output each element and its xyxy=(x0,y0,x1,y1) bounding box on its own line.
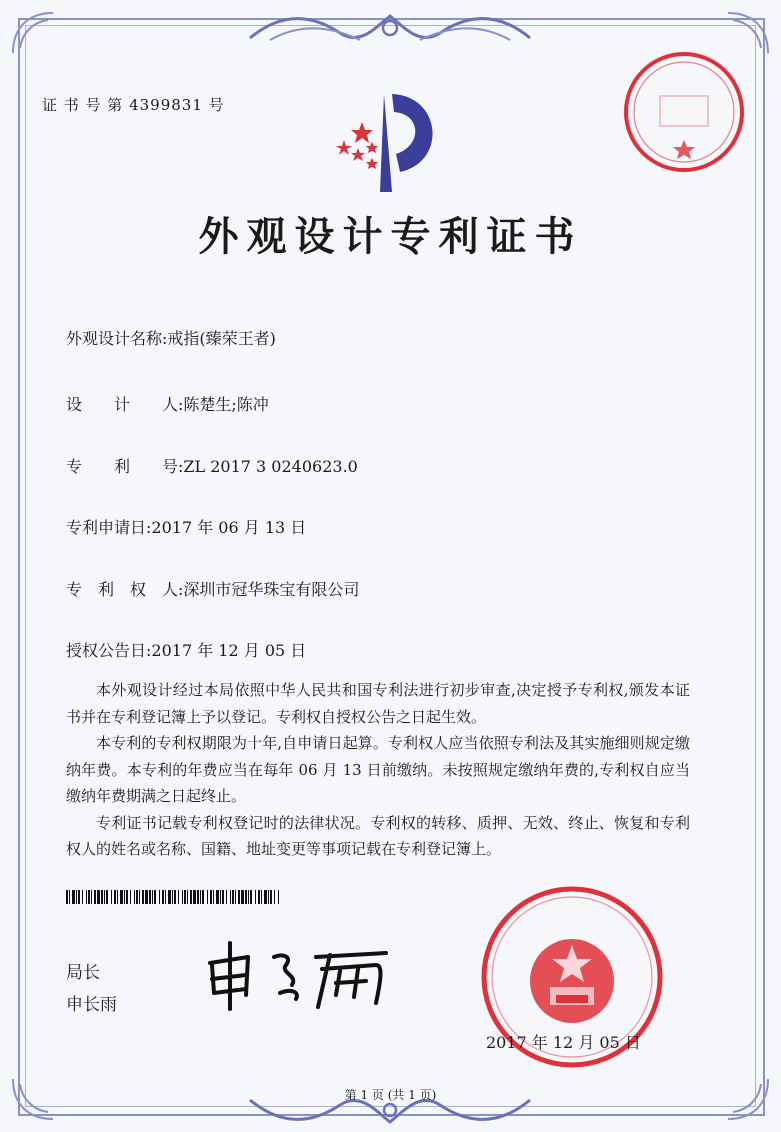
issue-date: 2017 年 12 月 05 日 xyxy=(486,1033,641,1052)
field-value: 2017 年 12 月 05 日 xyxy=(151,641,307,660)
certificate-title: 外观设计专利证书 xyxy=(198,213,583,260)
field-value: 深圳市冠华珠宝有限公司 xyxy=(183,580,360,599)
director-name: 申长雨 xyxy=(66,995,117,1015)
application-date-field xyxy=(66,515,306,538)
field-label: 设 计 人: xyxy=(66,395,184,414)
field-label: 专 利 号: xyxy=(66,457,184,476)
corner-ornament-icon xyxy=(8,8,58,58)
field-value: 2017 年 06 月 13 日 xyxy=(151,518,307,537)
certificate-number: 证 书 号 第 4399831 号 xyxy=(42,96,225,114)
body-paragraph: 本专利的专利权期限为十年,自申请日起算。专利权人应当依照专利法及其实施细则规定缴纳年费。本专利的年费应当在每年 06 月 13 日前缴纳。未按照规定缴纳年费的,专利权自应当缴纳年费期满之日起终止。 xyxy=(66,734,690,805)
designer-field xyxy=(66,392,269,415)
field-value: 戒指(臻荣王者) xyxy=(167,329,276,348)
grant-date-field xyxy=(66,638,306,661)
body-paragraph: 本外观设计经过本局依照中华人民共和国专利法进行初步审查,决定授予专利权,颁发本证书并在专利登记簿上予以登记。专利权自授权公告之日起生效。 xyxy=(66,681,690,726)
patent-office-logo-icon xyxy=(322,84,462,194)
page-number: 第 1 页 (共 1 页) xyxy=(344,1088,437,1102)
director-title: 局长 xyxy=(66,963,100,983)
patent-number-field xyxy=(66,454,358,477)
field-value: ZL 2017 3 0240623.0 xyxy=(183,457,358,476)
barcode-icon xyxy=(66,890,284,904)
field-label: 授权公告日: xyxy=(66,641,152,660)
certificate-body xyxy=(66,677,690,863)
design-name-field xyxy=(66,326,276,349)
field-label: 专利申请日: xyxy=(66,518,152,537)
field-label: 专 利 权 人: xyxy=(66,580,184,599)
handwritten-signature-icon xyxy=(200,935,400,1015)
tax-stamp-seal-icon xyxy=(620,48,748,176)
field-value: 陈楚生;陈冲 xyxy=(183,395,269,414)
body-paragraph: 专利证书记载专利权登记时的法律状况。专利权的转移、质押、无效、终止、恢复和专利权人的姓名或名称、国籍、地址变更等事项记载在专利登记簿上。 xyxy=(66,813,690,858)
patentee-field xyxy=(66,577,359,600)
field-label: 外观设计名称: xyxy=(66,329,168,348)
top-ornament-icon xyxy=(240,8,540,50)
